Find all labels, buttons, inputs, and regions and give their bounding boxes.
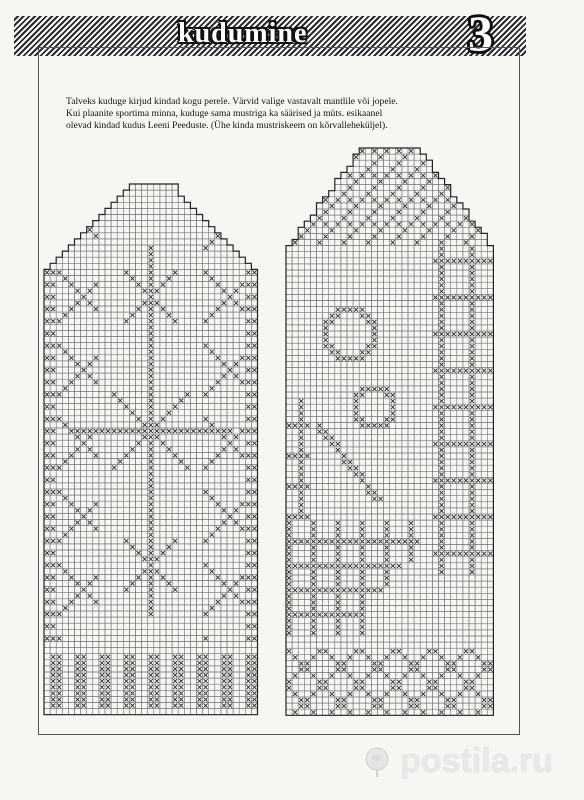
intro-line: Talveks kuduge kirjud kindad kogu perele. Värvid valige vastavalt mantlile või jopele. — [66, 96, 398, 107]
chart-grid — [286, 148, 493, 715]
intro-line: Kui plaanite sportima minna, kuduge sama mustriga ka säärised ja müts. esikaanel — [66, 108, 383, 119]
rose-logo-icon — [360, 744, 394, 778]
intro-line: olevad kindad kudus Leeni Peeduste. (Ühe kinda mustriskeem on kõrvalleheküljel). — [66, 120, 388, 131]
watermark-text: postila.ru — [400, 742, 554, 780]
issue-number: 3 — [468, 5, 493, 61]
page-title: kudumine — [178, 18, 308, 49]
